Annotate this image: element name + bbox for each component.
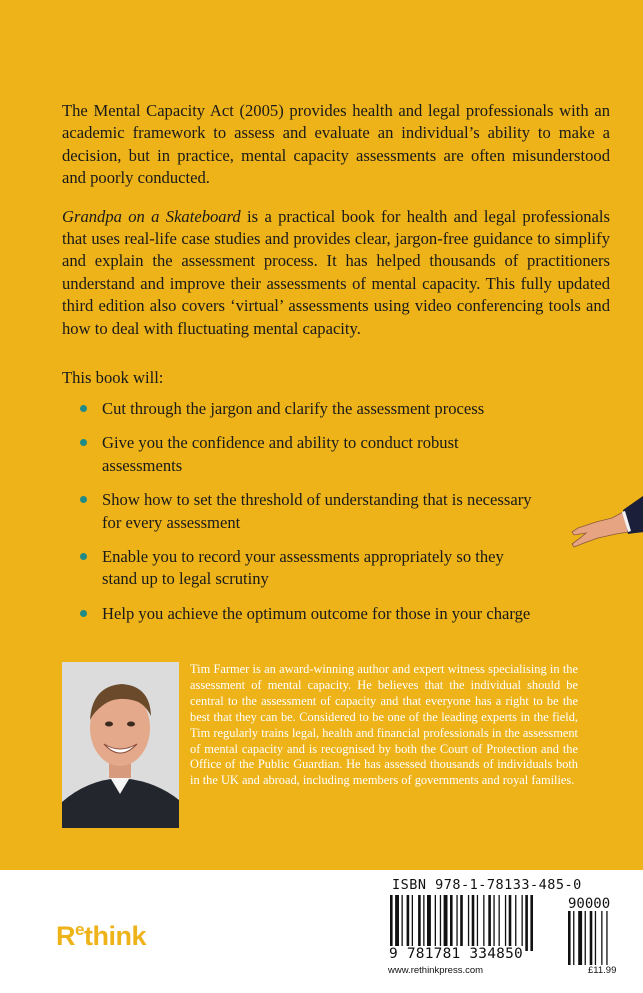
price: £11.99 bbox=[588, 965, 617, 976]
publisher-logo bbox=[56, 920, 146, 952]
list-item bbox=[80, 398, 540, 420]
list-item-text: Cut through the jargon and clarify the assessment process bbox=[102, 399, 485, 418]
bullet-dot-icon bbox=[80, 496, 87, 503]
list-item-text: Give you the confidence and ability to conduct robust assessments bbox=[102, 433, 459, 475]
author-photo bbox=[62, 662, 179, 828]
author-bio: Tim Farmer is an award-winning author and expert witness specialising in the assessment of mental capacity. He believes that the individual should be central to the assessment of capacity and that everyone has a right to be the best that they can be. Considered to be one of the leading experts in the field, Tim regularly trains legal, health and financial professionals in the assessment of mental capacity and is recognised by both the Court of Protection and the Office of the Public Guardian. He has assessed thousands of individuals both in the UK and abroad, including members of governments and royal families. bbox=[190, 662, 578, 788]
benefit-list bbox=[80, 398, 540, 637]
intro-paragraph-2 bbox=[62, 206, 610, 340]
intro-paragraph-1: The Mental Capacity Act (2005) provides health and legal professionals with an academic framework to assess and evaluate an individual’s ability to make a decision, but in practice, mental capacity assessments are often misunderstood and poorly conducted. bbox=[62, 101, 610, 188]
list-item-text: Show how to set the threshold of understanding that is necessary for every assessment bbox=[102, 490, 532, 532]
list-item bbox=[80, 603, 540, 625]
bullet-dot-icon bbox=[80, 405, 87, 412]
list-item bbox=[80, 489, 540, 534]
bullet-dot-icon bbox=[80, 439, 87, 446]
list-item bbox=[80, 546, 540, 591]
barcode-ean-number: 9 781781 334850 bbox=[389, 946, 523, 962]
book-title: Grandpa on a Skateboard bbox=[62, 206, 241, 226]
logo-suffix: think bbox=[83, 921, 146, 951]
bullets-heading: This book will: bbox=[62, 368, 164, 387]
intro-paragraph-2-text: is a practical book for health and legal professionals that uses real-life case studies and provides clear, jargon-free guidance to simplify and explain the assessment process. It has helped thousands of practitioners understand and improve their assessments of mental capacity. This fully updated third edition also covers ‘virtual’ assessments using video conferencing tools and how to deal with fluctuating mental capacity. bbox=[62, 206, 610, 338]
list-item-text: Enable you to record your assessments appropriately so they stand up to legal scrutiny bbox=[102, 547, 504, 589]
isbn-label: ISBN 978-1-78133-485-0 bbox=[392, 877, 582, 893]
hand-illustration bbox=[568, 488, 643, 550]
list-item bbox=[80, 432, 540, 477]
bullet-dot-icon bbox=[80, 610, 87, 617]
bullet-dot-icon bbox=[80, 553, 87, 560]
logo-sup: e bbox=[75, 920, 84, 939]
list-item-text: Help you achieve the optimum outcome for those in your charge bbox=[102, 603, 531, 623]
barcode-addon-number: 90000 bbox=[568, 896, 611, 912]
publisher-website: www.rethinkpress.com bbox=[388, 965, 484, 976]
logo-prefix: R bbox=[56, 921, 75, 951]
intro-text bbox=[62, 100, 610, 356]
